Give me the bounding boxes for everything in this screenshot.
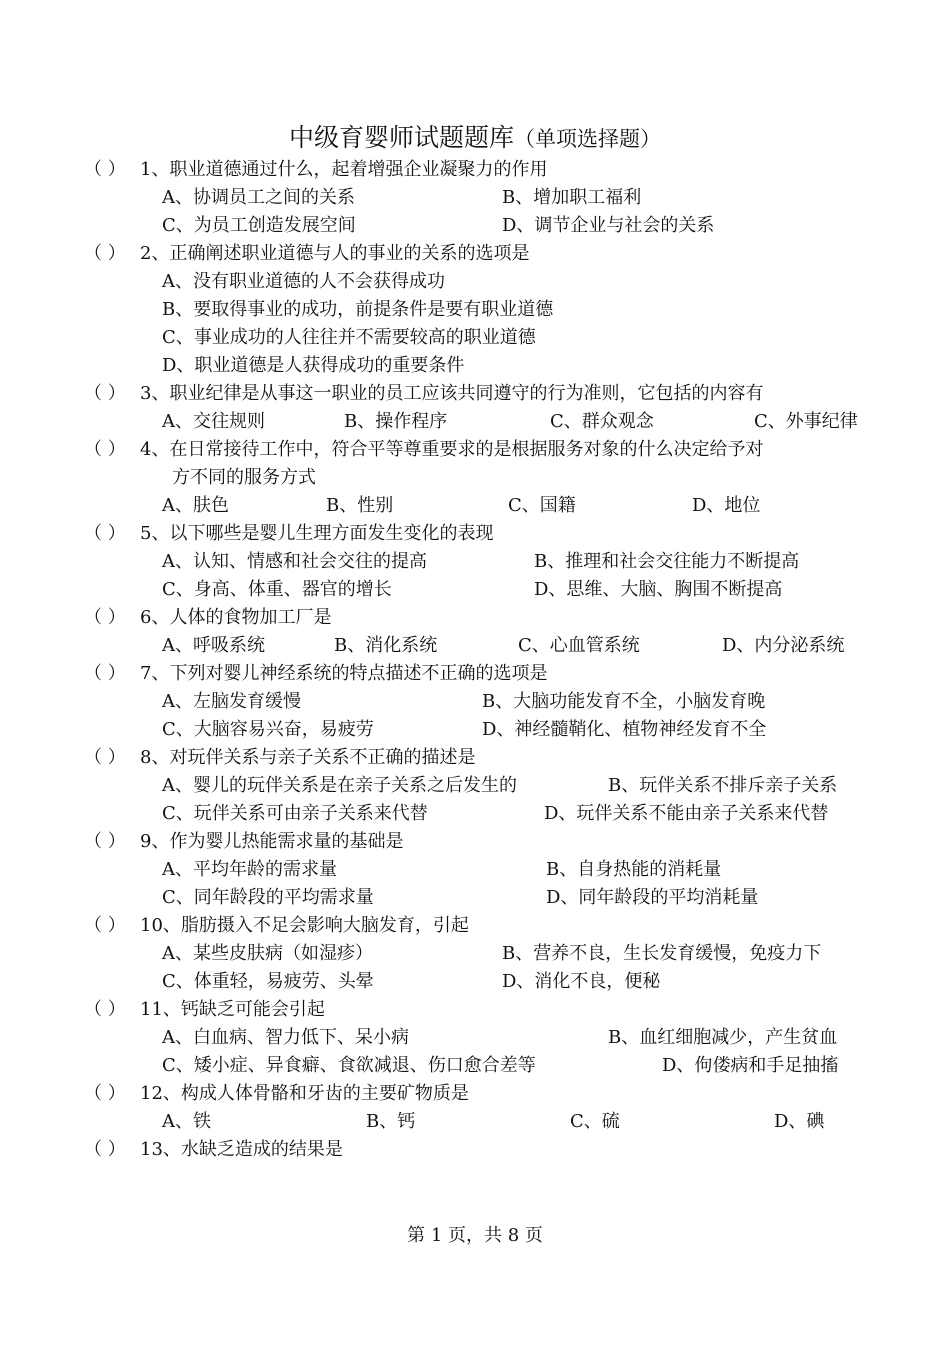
answer-bracket: （ ） — [84, 439, 126, 460]
answer-bracket: （ ） — [84, 523, 126, 544]
option: A、平均年龄的需求量 — [162, 859, 337, 880]
option: D、神经髓鞘化、植物神经发育不全 — [482, 719, 767, 740]
question-stem: 13、水缺乏造成的结果是 — [140, 1139, 343, 1160]
answer-bracket: （ ） — [84, 999, 126, 1020]
answer-bracket: （ ） — [84, 831, 126, 852]
option: D、玩伴关系不能由亲子关系来代替 — [544, 803, 829, 824]
question-stem: 11、钙缺乏可能会引起 — [140, 999, 325, 1020]
option: A、肤色 — [162, 495, 229, 516]
option: A、没有职业道德的人不会获得成功 — [162, 271, 445, 292]
question-stem: 7、下列对婴儿神经系统的特点描述不正确的选项是 — [140, 663, 548, 684]
option: B、性别 — [326, 495, 394, 516]
option: C、事业成功的人往往并不需要较高的职业道德 — [162, 327, 536, 348]
answer-bracket: （ ） — [84, 243, 126, 264]
option: A、交往规则 — [162, 411, 265, 432]
page-title — [0, 118, 950, 154]
question-stem: 5、以下哪些是婴儿生理方面发生变化的表现 — [140, 523, 494, 544]
option: D、佝偻病和手足抽搐 — [662, 1055, 839, 1076]
option: D、地位 — [692, 495, 761, 516]
option: A、某些皮肤病（如湿疹） — [162, 943, 373, 964]
question-stem: 6、人体的食物加工厂是 — [140, 607, 332, 628]
option: C、同年龄段的平均需求量 — [162, 887, 374, 908]
option: C、身高、体重、器官的增长 — [162, 579, 392, 600]
option: A、协调员工之间的关系 — [162, 187, 355, 208]
page-footer: 第 1 页，共 8 页 — [407, 1225, 543, 1246]
option: D、消化不良，便秘 — [502, 971, 661, 992]
option: B、血红细胞减少，产生贫血 — [608, 1027, 838, 1048]
answer-bracket: （ ） — [84, 663, 126, 684]
title-main: 中级育婴师试题题库 — [288, 123, 514, 152]
question-stem-continued: 方不同的服务方式 — [172, 467, 316, 488]
option: D、思维、大脑、胸围不断提高 — [534, 579, 783, 600]
question-stem: 3、职业纪律是从事这一职业的员工应该共同遵守的行为准则，它包括的内容有 — [140, 383, 764, 404]
answer-bracket: （ ） — [84, 383, 126, 404]
question-stem: 12、构成人体骨骼和牙齿的主要矿物质是 — [140, 1083, 469, 1104]
question-stem: 1、职业道德通过什么，起着增强企业凝聚力的作用 — [140, 159, 548, 180]
option: B、营养不良，生长发育缓慢，免疫力下 — [502, 943, 822, 964]
option: A、婴儿的玩伴关系是在亲子关系之后发生的 — [162, 775, 517, 796]
option: D、职业道德是人获得成功的重要条件 — [162, 355, 465, 376]
option: C、国籍 — [508, 495, 576, 516]
option: C、心血管系统 — [518, 635, 640, 656]
option: C、硫 — [570, 1111, 620, 1132]
option: C、外事纪律 — [754, 411, 858, 432]
option: B、大脑功能发育不全，小脑发育晚 — [482, 691, 766, 712]
option: A、认知、情感和社会交往的提高 — [162, 551, 427, 572]
option: B、推理和社会交往能力不断提高 — [534, 551, 800, 572]
title-subtitle: （单项选择题） — [514, 127, 661, 151]
answer-bracket: （ ） — [84, 607, 126, 628]
option: C、为员工创造发展空间 — [162, 215, 356, 236]
option: C、体重轻，易疲劳、头晕 — [162, 971, 374, 992]
answer-bracket: （ ） — [84, 1139, 126, 1160]
option: B、增加职工福利 — [502, 187, 642, 208]
option: B、玩伴关系不排斥亲子关系 — [608, 775, 838, 796]
option: B、要取得事业的成功，前提条件是要有职业道德 — [162, 299, 554, 320]
answer-bracket: （ ） — [84, 915, 126, 936]
question-stem: 8、对玩伴关系与亲子关系不正确的描述是 — [140, 747, 476, 768]
option: B、消化系统 — [334, 635, 438, 656]
option: C、玩伴关系可由亲子关系来代替 — [162, 803, 428, 824]
option: D、碘 — [774, 1111, 825, 1132]
option: D、内分泌系统 — [722, 635, 845, 656]
question-stem: 9、作为婴儿热能需求量的基础是 — [140, 831, 404, 852]
option: C、群众观念 — [550, 411, 654, 432]
option: A、呼吸系统 — [162, 635, 265, 656]
option: B、操作程序 — [344, 411, 448, 432]
option: C、矮小症、异食癖、食欲减退、伤口愈合差等 — [162, 1055, 536, 1076]
answer-bracket: （ ） — [84, 1083, 126, 1104]
option: C、大脑容易兴奋，易疲劳 — [162, 719, 374, 740]
question-stem: 2、正确阐述职业道德与人的事业的关系的选项是 — [140, 243, 530, 264]
answer-bracket: （ ） — [84, 159, 126, 180]
option: D、调节企业与社会的关系 — [502, 215, 715, 236]
answer-bracket: （ ） — [84, 747, 126, 768]
option: A、铁 — [162, 1111, 211, 1132]
option: A、白血病、智力低下、呆小病 — [162, 1027, 409, 1048]
option: B、自身热能的消耗量 — [546, 859, 722, 880]
question-stem: 4、在日常接待工作中，符合平等尊重要求的是根据服务对象的什么决定给予对 — [140, 439, 764, 460]
question-stem: 10、脂肪摄入不足会影响大脑发育，引起 — [140, 915, 469, 936]
option: A、左脑发育缓慢 — [162, 691, 301, 712]
option: B、钙 — [366, 1111, 416, 1132]
option: D、同年龄段的平均消耗量 — [546, 887, 759, 908]
